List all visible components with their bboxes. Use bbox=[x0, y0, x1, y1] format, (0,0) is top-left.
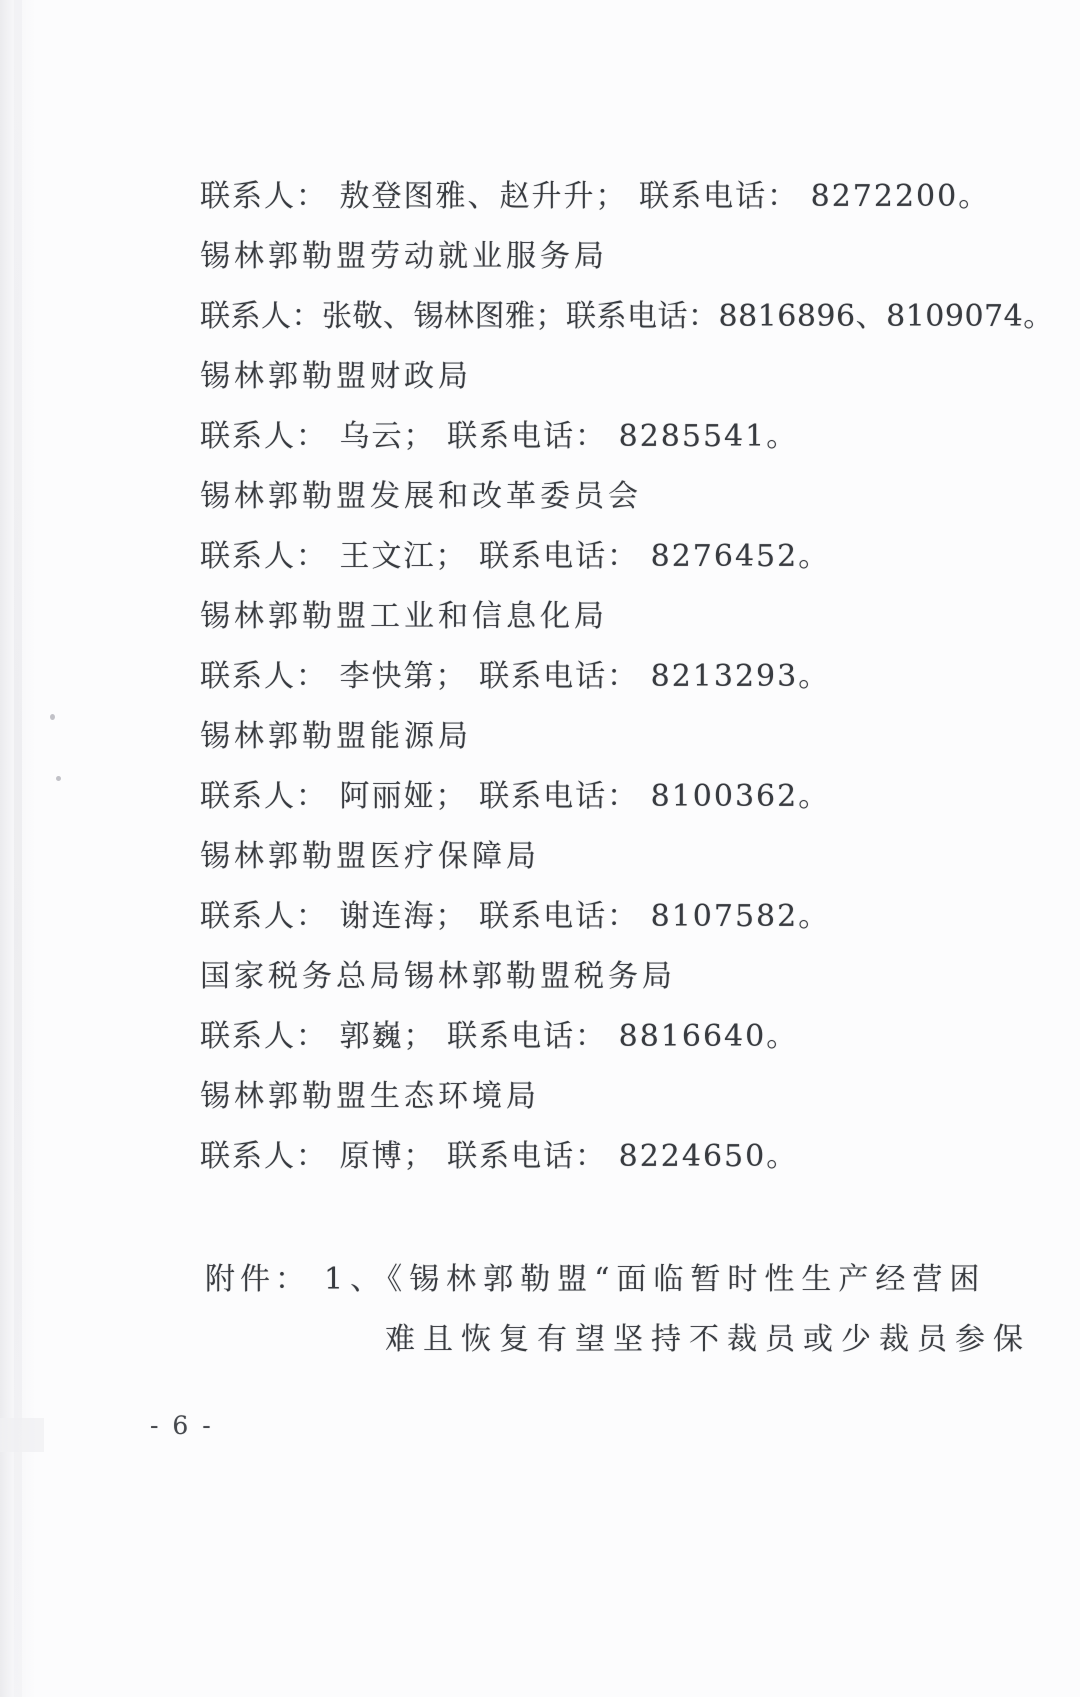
contact-line: 联系人：张敬、锡林图雅；联系电话：8816896、8109074。 bbox=[200, 299, 1054, 334]
contact-line: 联系人： 李快第； 联系电话： 8213293。 bbox=[200, 659, 831, 694]
department-line: 国家税务总局锡林郭勒盟税务局 bbox=[200, 959, 676, 994]
contact-line: 联系人： 原博； 联系电话： 8224650。 bbox=[200, 1139, 799, 1174]
department-line: 锡林郭勒盟财政局 bbox=[200, 359, 472, 394]
attachment-label: 附件： bbox=[205, 1262, 310, 1297]
contact-line: 联系人： 乌云； 联系电话： 8285541。 bbox=[200, 419, 799, 454]
scan-speck bbox=[50, 714, 55, 720]
contact-line: 联系人： 阿丽娅； 联系电话： 8100362。 bbox=[200, 779, 831, 814]
contact-line: 联系人： 谢连海； 联系电话： 8107582。 bbox=[200, 899, 831, 934]
department-line: 锡林郭勒盟劳动就业服务局 bbox=[200, 239, 608, 274]
contact-list bbox=[200, 167, 1054, 1187]
department-line: 锡林郭勒盟工业和信息化局 bbox=[200, 599, 608, 634]
contact-line: 联系人： 敖登图雅、赵升升； 联系电话： 8272200。 bbox=[200, 179, 991, 214]
attachment-line-2: 难且恢复有望坚持不裁员或少裁员参保 bbox=[385, 1322, 1031, 1357]
department-line: 锡林郭勒盟生态环境局 bbox=[200, 1079, 540, 1114]
department-line: 锡林郭勒盟发展和改革委员会 bbox=[200, 479, 642, 514]
attachment-title-part-1: 1、《锡林郭勒盟“面临暂时性生产经营困 bbox=[324, 1262, 987, 1297]
department-line: 锡林郭勒盟能源局 bbox=[200, 719, 472, 754]
contact-line: 联系人： 王文江； 联系电话： 8276452。 bbox=[200, 539, 831, 574]
department-line: 锡林郭勒盟医疗保障局 bbox=[200, 839, 540, 874]
page-number: - 6 - bbox=[150, 1411, 214, 1440]
attachment-section bbox=[205, 1250, 1050, 1370]
contact-line: 联系人： 郭巍； 联系电话： 8816640。 bbox=[200, 1019, 799, 1054]
scan-speck bbox=[56, 776, 61, 781]
scan-smudge bbox=[0, 1418, 44, 1452]
attachment-line-1 bbox=[205, 1250, 1050, 1310]
